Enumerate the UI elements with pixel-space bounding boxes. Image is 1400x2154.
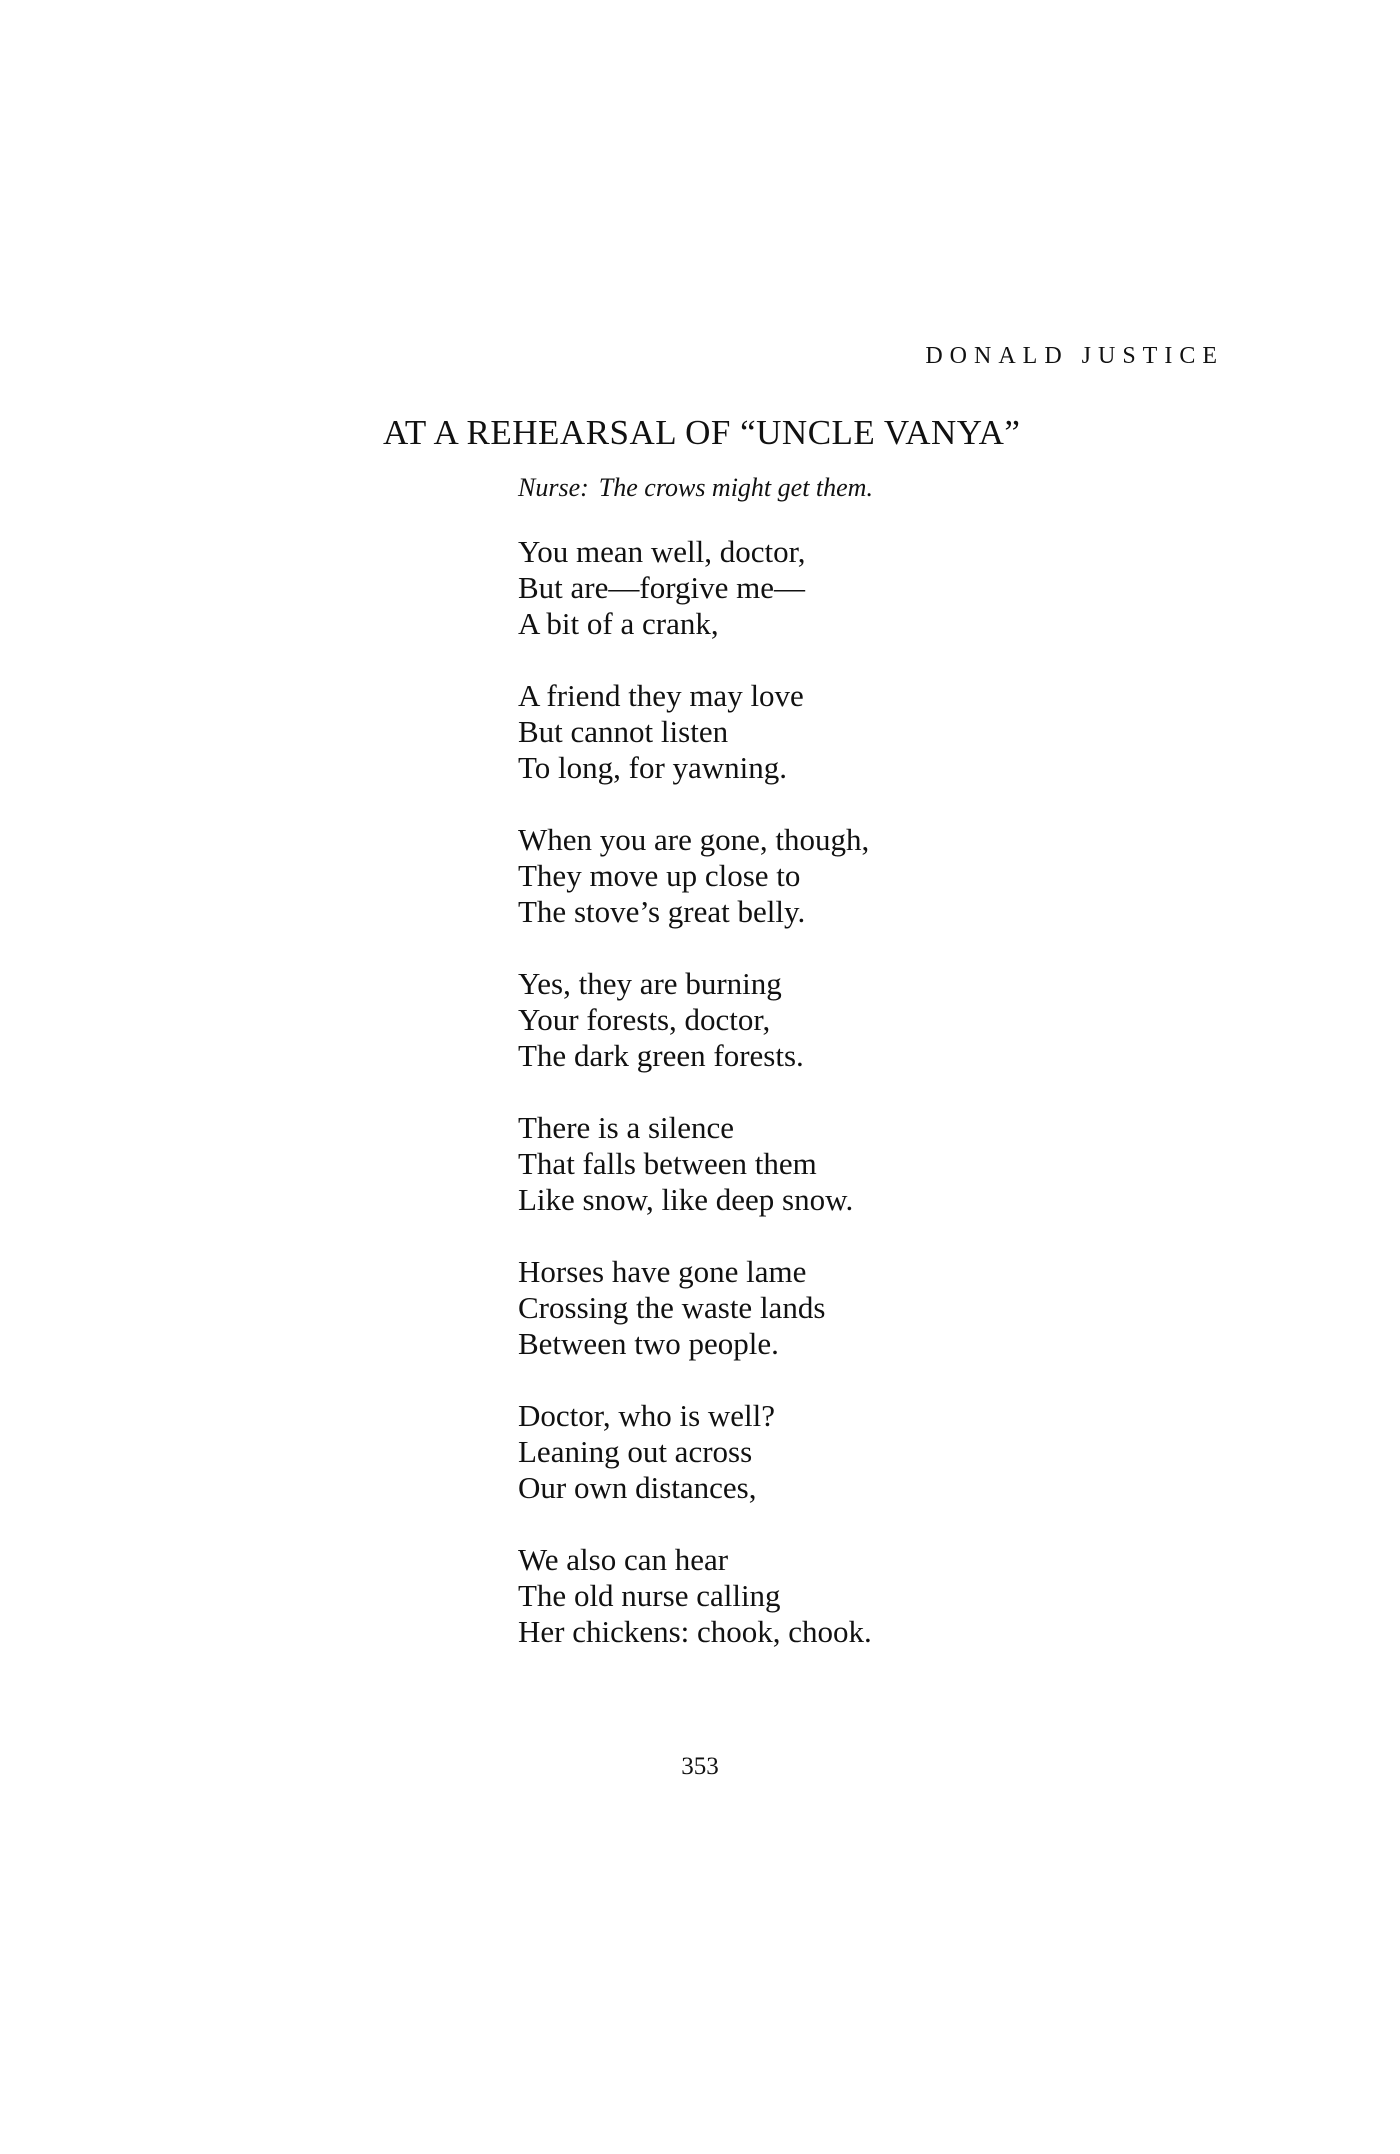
- poem-line: Horses have gone lame: [518, 1254, 807, 1289]
- poem-line: Your forests, doctor,: [518, 1002, 771, 1037]
- poem-line: The old nurse calling: [518, 1578, 781, 1613]
- poem-line: Leaning out across: [518, 1434, 753, 1469]
- poem-line: But are—forgive me—: [518, 570, 805, 605]
- poem-line: Our own distances,: [518, 1470, 757, 1505]
- poem-line: Like snow, like deep snow.: [518, 1182, 854, 1217]
- stanza: [518, 966, 872, 1074]
- poem-line: We also can hear: [518, 1542, 729, 1577]
- poem-line: To long, for yawning.: [518, 750, 788, 785]
- page-number: 353: [681, 1753, 719, 1780]
- poem-line: The dark green forests.: [518, 1038, 804, 1073]
- poem-line: Crossing the waste lands: [518, 1290, 826, 1325]
- poem-line: Her chickens: chook, chook.: [518, 1614, 872, 1649]
- poem-line: A friend they may love: [518, 678, 804, 713]
- poem-line: There is a silence: [518, 1110, 735, 1145]
- stanza: [518, 678, 872, 786]
- poem-line: Yes, they are burning: [518, 966, 782, 1001]
- epigraph: [518, 473, 873, 503]
- author-name: DONALD JUSTICE: [925, 343, 1224, 369]
- stanza: [518, 822, 872, 930]
- poem-line: Between two people.: [518, 1326, 779, 1361]
- poem-line: When you are gone, though,: [518, 822, 870, 857]
- stanza: [518, 1542, 872, 1650]
- stanza: [518, 534, 872, 642]
- poem-line: That falls between them: [518, 1146, 817, 1181]
- epigraph-text: The crows might get them.: [598, 473, 873, 502]
- poem-line: Doctor, who is well?: [518, 1398, 776, 1433]
- poem-line: The stove’s great belly.: [518, 894, 806, 929]
- poem-body: [518, 534, 872, 1686]
- stanza: [518, 1254, 872, 1362]
- poem-line: They move up close to: [518, 858, 801, 893]
- poem-title: AT A REHEARSAL OF “UNCLE VANYA”: [383, 413, 1021, 452]
- stanza: [518, 1110, 872, 1218]
- epigraph-speaker: Nurse:: [518, 473, 589, 502]
- poem-line: But cannot listen: [518, 714, 729, 749]
- poem-line: A bit of a crank,: [518, 606, 719, 641]
- poem-line: You mean well, doctor,: [518, 534, 806, 569]
- stanza: [518, 1398, 872, 1506]
